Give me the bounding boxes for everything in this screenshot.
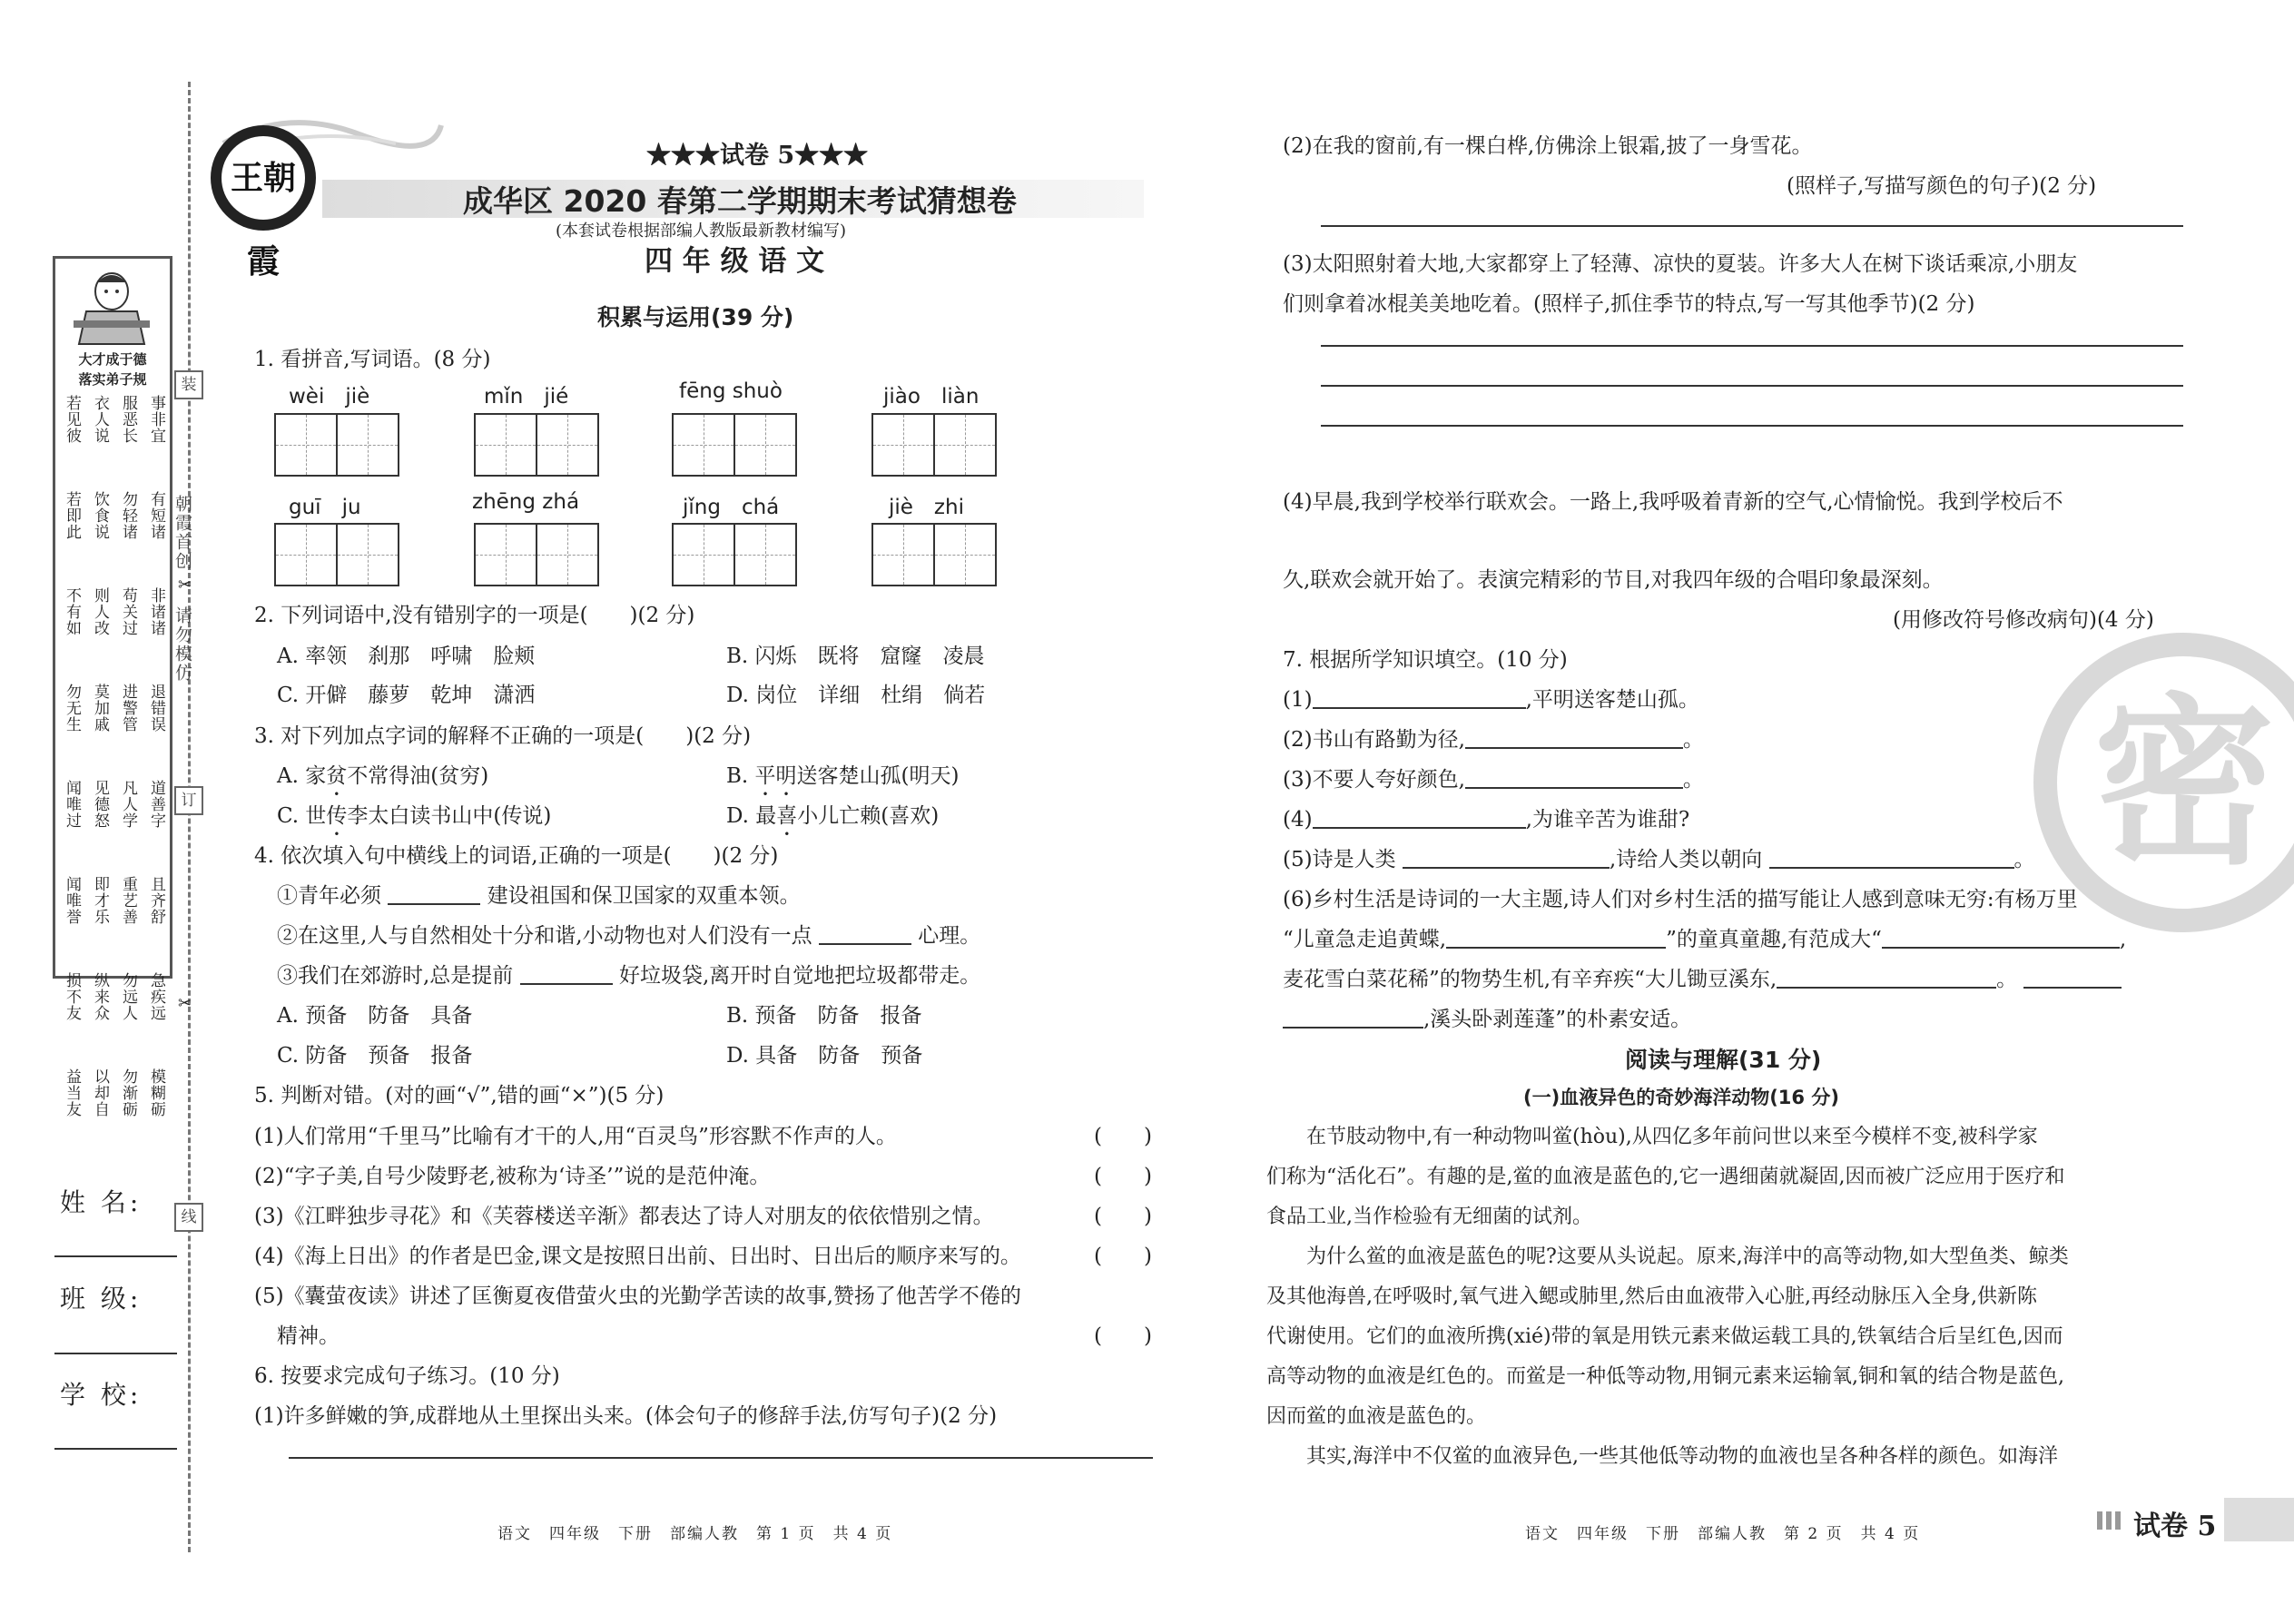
pinyin-8: jiè zhi <box>889 496 964 519</box>
q6-1-answer-line[interactable] <box>289 1457 1153 1459</box>
q7-6-blank-3[interactable] <box>1777 967 1996 989</box>
q7-6-blank-1[interactable] <box>1446 927 1666 949</box>
passage-line-1: 在节肢动物中,有一种动物叫鲎(hòu),从四亿多年前问世以来至今模样不变,被科学家 <box>1266 1126 2038 1148</box>
q4-option-c[interactable]: C. 防备 预备 报备 <box>277 1044 473 1068</box>
proverb-row: 闻唯过 见德怒 凡人学 道善字 <box>63 780 165 829</box>
q4-line-3: ③我们在郊游时,总是提前 好垃圾袋,离开时自觉地把垃圾都带走。 <box>277 964 981 988</box>
passage-line-7: 高等动物的血液是红色的。而鲎是一种低等动物,用铜元素来运输氧,铜和氧的结合物是蓝色, <box>1266 1365 2064 1388</box>
answer-grid-5[interactable] <box>274 523 399 586</box>
pinyin-4: jiào liàn <box>883 385 980 408</box>
q6-3-answer-line-1[interactable] <box>1321 345 2183 347</box>
proverb-row: 勿无生 莫加戚 进警管 退错误 <box>63 684 165 733</box>
brand-logo <box>211 125 316 281</box>
q7-6-line-c: 麦花雪白菜花稀”的物势生机,有辛弃疾“大儿锄豆溪东, 。 <box>1283 962 2122 992</box>
passage-line-3: 食品工业,当作检验有无细菌的试剂。 <box>1266 1206 1592 1228</box>
q6-1-prompt: (1)许多鲜嫩的笋,成群地从土里探出头来。(体会句子的修辞手法,仿写句子)(2 分) <box>254 1404 998 1428</box>
school-label: 学 校: <box>60 1380 143 1410</box>
q2-option-a[interactable]: A. 率领 刹那 呼啸 脸颊 <box>277 645 536 668</box>
q6-prompt: 6. 按要求完成句子练习。(10 分) <box>254 1364 560 1388</box>
q7-3: (3)不要人夸好颜色, 。 <box>1283 768 1704 792</box>
q6-3-answer-line-3[interactable] <box>1321 425 2183 427</box>
scissors-icon: ✂ <box>178 576 192 595</box>
copyright-note-2: 请勿模仿 <box>172 606 192 683</box>
q5-item-1: (1)人们常用“千里马”比喻有才干的人,用“百灵鸟”形容默不作声的人。 <box>254 1125 897 1148</box>
q7-2-blank[interactable] <box>1465 727 1683 749</box>
q7-6-blank-2[interactable] <box>1882 927 2120 949</box>
passage-line-8: 因而鲎的血液是蓝色的。 <box>1266 1405 1487 1428</box>
q7-6-line-a: (6)乡村生活是诗词的一大主题,诗人们对乡村生活的描写能让人感到意味无穷:有杨万里 <box>1283 888 2078 911</box>
pinyin-6: zhēng zhá <box>472 490 580 514</box>
class-field[interactable] <box>54 1353 177 1354</box>
exam-title: 成华区 2020 春第二学期期末考试猜想卷 <box>463 183 1017 219</box>
q5-item-5: (5)《囊萤夜读》讲述了匡衡夏夜借萤火虫的光勤学苦读的故事,赞扬了他苦学不倦的 <box>254 1284 1021 1308</box>
q3-option-c[interactable]: C. 世传李太白读书山中(传说) <box>277 804 552 828</box>
q7-1: (1) ,平明送客楚山孤。 <box>1283 688 1699 712</box>
q5-answer-2[interactable]: ( ) <box>1094 1165 1152 1188</box>
confidential-watermark: 密 <box>2033 633 2294 932</box>
answer-grid-3[interactable] <box>672 413 797 477</box>
section-title-2: 阅读与理解(31 分) <box>1625 1047 1822 1073</box>
mascot-icon <box>68 266 155 348</box>
q3-prompt: 3. 对下列加点字词的解释不正确的一项是( )(2 分) <box>254 724 752 748</box>
binding-cut-line <box>188 82 191 1552</box>
proverb-row: 闻唯誉 即才乐 重艺善 且齐舒 <box>63 876 165 925</box>
sidebar-panel <box>53 256 172 1117</box>
q2-prompt: 2. 下列词语中,没有错别字的一项是( )(2 分) <box>254 604 695 627</box>
badge-pattern <box>2097 1511 2124 1530</box>
q6-2-prompt: (2)在我的窗前,有一棵白桦,仿佛涂上银霜,披了一身雪花。 <box>1283 134 1813 158</box>
q6-3-answer-line-2[interactable] <box>1321 385 2183 387</box>
q4-line-1: ①青年必须 建设祖国和保卫国家的双重本领。 <box>277 884 801 908</box>
q6-2-requirement: (照样子,写描写颜色的句子)(2 分) <box>1787 174 2097 198</box>
q6-4-requirement: (用修改符号修改病句)(4 分) <box>1893 608 2154 632</box>
answer-grid-6[interactable] <box>474 523 599 586</box>
slogan-line-1: 大才成于德 <box>78 351 147 368</box>
q2-option-d[interactable]: D. 岗位 详细 杜绢 倘若 <box>726 684 986 707</box>
proverb-row: 益当友 以却自 勿渐砺 模糊砺 <box>63 1068 165 1117</box>
name-field[interactable] <box>54 1255 177 1257</box>
q5-prompt: 5. 判断对错。(对的画“√”,错的画“×”)(5 分) <box>254 1084 665 1107</box>
answer-grid-8[interactable] <box>871 523 997 586</box>
paper-number: ★★★试卷 5★★★ <box>646 142 869 170</box>
q4-option-d[interactable]: D. 具备 防备 预备 <box>726 1044 923 1068</box>
pinyin-1: wèi jiè <box>289 385 370 408</box>
footer-page-2: 语文 四年级 下册 部编人教 第 2 页 共 4 页 <box>1525 1525 1921 1543</box>
q7-1-blank[interactable] <box>1313 687 1526 709</box>
q3-option-a[interactable]: A. 家贫不常得油(贫穷) <box>277 764 489 788</box>
q2-option-b[interactable]: B. 闪烁 既将 窟窿 凌晨 <box>726 645 985 668</box>
answer-grid-1[interactable] <box>274 413 399 477</box>
q5-item-5-cont: 精神。 <box>277 1324 340 1348</box>
logo-text: 王朝霞 <box>222 136 305 220</box>
slogan-line-2: 落实弟子规 <box>78 371 147 388</box>
q5-answer-3[interactable]: ( ) <box>1094 1205 1152 1228</box>
q6-3-prompt-b: 们则拿着冰棍美美地吃着。(照样子,抓住季节的特点,写一写其他季节)(2 分) <box>1283 292 1975 316</box>
binding-seal-3: 线 <box>174 1203 203 1232</box>
q7-5-blank-1[interactable] <box>1403 847 1610 869</box>
q5-item-2: (2)“字子美,自号少陵野老,被称为‘诗圣’”说的是范仲淹。 <box>254 1165 771 1188</box>
q6-3-prompt-a: (3)太阳照射着大地,大家都穿上了轻薄、凉快的夏装。许多大人在树下谈话乘凉,小朋友 <box>1283 252 2078 276</box>
binding-seal-1: 装 <box>174 370 203 399</box>
q7-2: (2)书山有路勤为径, 。 <box>1283 728 1704 752</box>
q7-5: (5)诗是人类 ,诗给人类以朝向 。 <box>1283 848 2035 871</box>
exam-subtitle: (本套试卷根据部编人教版最新教材编写) <box>556 221 847 241</box>
q4-blank-3[interactable] <box>520 963 613 985</box>
q7-6-blank-5[interactable] <box>1283 1007 1423 1029</box>
q4-prompt: 4. 依次填入句中横线上的词语,正确的一项是( )(2 分) <box>254 844 779 868</box>
q3-option-d[interactable]: D. 最喜小儿亡赖(喜欢) <box>726 804 940 828</box>
name-label: 姓 名: <box>60 1187 143 1217</box>
q7-6-line-b: “儿童急走追黄蝶, ”的童真童趣,有范成大“ , <box>1283 928 2127 951</box>
q5-answer-1[interactable]: ( ) <box>1094 1125 1152 1148</box>
q2-option-c[interactable]: C. 开僻 藤萝 乾坤 潇洒 <box>277 684 536 707</box>
answer-grid-2[interactable] <box>474 413 599 477</box>
q6-4-sentence-b: 久,联欢会就开始了。表演完精彩的节目,对我四年级的合唱印象最深刻。 <box>1283 568 1944 592</box>
footer-page-1: 语文 四年级 下册 部编人教 第 1 页 共 4 页 <box>497 1525 893 1543</box>
copyright-note-1: 朝霞首创 <box>172 495 192 571</box>
paper-badge: 试卷 5 <box>2133 1511 2217 1542</box>
grade-subject: 四 年 级 语 文 <box>645 245 825 278</box>
answer-grid-7[interactable] <box>672 523 797 586</box>
proverb-row: 若见彼 衣人说 服恶长 事非宜 <box>63 395 165 444</box>
q4-option-b[interactable]: B. 预备 防备 报备 <box>726 1004 922 1028</box>
q4-blank-1[interactable] <box>388 883 480 905</box>
passage-line-6: 代谢使用。它们的血液所携(xié)带的氧是用铁元素来做运载工具的,铁氧结合后呈红色,因而 <box>1266 1325 2063 1348</box>
q7-4: (4) ,为谁辛苦为谁甜? <box>1283 808 1690 832</box>
class-label: 班 级: <box>60 1284 143 1314</box>
q7-prompt: 7. 根据所学知识填空。(10 分) <box>1283 648 1568 672</box>
proverb-row: 若即此 饮食说 勿轻诸 有短诸 <box>63 491 165 540</box>
section-title-1: 积累与运用(39 分) <box>597 304 794 330</box>
pinyin-7: jǐng chá <box>683 496 780 519</box>
binding-seal-2: 订 <box>174 786 203 815</box>
school-field[interactable] <box>54 1448 177 1450</box>
passage-line-9: 其实,海洋中不仅鲎的血液异色,一些其他低等动物的血液也呈各种各样的颜色。如海洋 <box>1266 1445 2058 1468</box>
pinyin-2: mǐn jié <box>484 385 569 408</box>
proverb-row: 不有如 则人改 苟关过 非诸诸 <box>63 587 165 636</box>
proverb-row: 损不友 纵来众 勿远人 急疾远 <box>63 972 165 1021</box>
q5-answer-4[interactable]: ( ) <box>1094 1245 1152 1268</box>
scissors-icon-2: ✂ <box>178 994 192 1013</box>
answer-grid-4[interactable] <box>871 413 997 477</box>
q5-answer-5[interactable]: ( ) <box>1094 1324 1152 1348</box>
pinyin-3: fēng shuò <box>679 379 783 403</box>
q4-line-2: ②在这里,人与自然相处十分和谐,小动物也对人们没有一点 心理。 <box>277 924 981 948</box>
badge-tab <box>2224 1498 2294 1541</box>
q3-option-b[interactable]: B. 平明送客楚山孤(明天) <box>726 764 960 788</box>
q4-option-a[interactable]: A. 预备 防备 具备 <box>277 1004 473 1028</box>
q7-6-blank-4[interactable] <box>2023 967 2122 989</box>
q6-4-sentence-a: (4)早晨,我到学校举行联欢会。一路上,我呼吸着青新的空气,心情愉悦。我到学校后不 <box>1283 490 2063 514</box>
passage-line-4: 为什么鲎的血液是蓝色的呢?这要从头说起。原来,海洋中的高等动物,如大型鱼类、鲸类 <box>1266 1245 2069 1268</box>
passage-title: (一)血液异色的奇妙海洋动物(16 分) <box>1523 1087 1839 1108</box>
q7-4-blank[interactable] <box>1313 807 1526 829</box>
q6-2-answer-line[interactable] <box>1321 225 2183 227</box>
q7-6-line-d: ,溪头卧剥莲蓬”的朴素安适。 <box>1283 1002 1691 1032</box>
q7-3-blank[interactable] <box>1465 767 1683 789</box>
q4-blank-2[interactable] <box>819 923 911 945</box>
passage-line-5: 及其他海兽,在呼吸时,氧气进入鳃或肺里,然后由血液带入心脏,再经动脉压入全身,供新陈 <box>1266 1285 2037 1308</box>
passage-line-2: 们称为“活化石”。有趣的是,鲎的血液是蓝色的,它一遇细菌就凝固,因而被广泛应用于医疗和 <box>1266 1166 2065 1188</box>
pinyin-5: guī ju <box>289 496 361 519</box>
q5-item-4: (4)《海上日出》的作者是巴金,课文是按照日出前、日出时、日出后的顺序来写的。 <box>254 1245 1021 1268</box>
q5-item-3: (3)《江畔独步寻花》和《芙蓉楼送辛渐》都表达了诗人对朋友的依依惜别之情。 <box>254 1205 994 1228</box>
q7-5-blank-2[interactable] <box>1769 847 2014 869</box>
proverb-columns <box>63 395 164 1165</box>
q1-prompt: 1. 看拼音,写词语。(8 分) <box>254 348 491 371</box>
